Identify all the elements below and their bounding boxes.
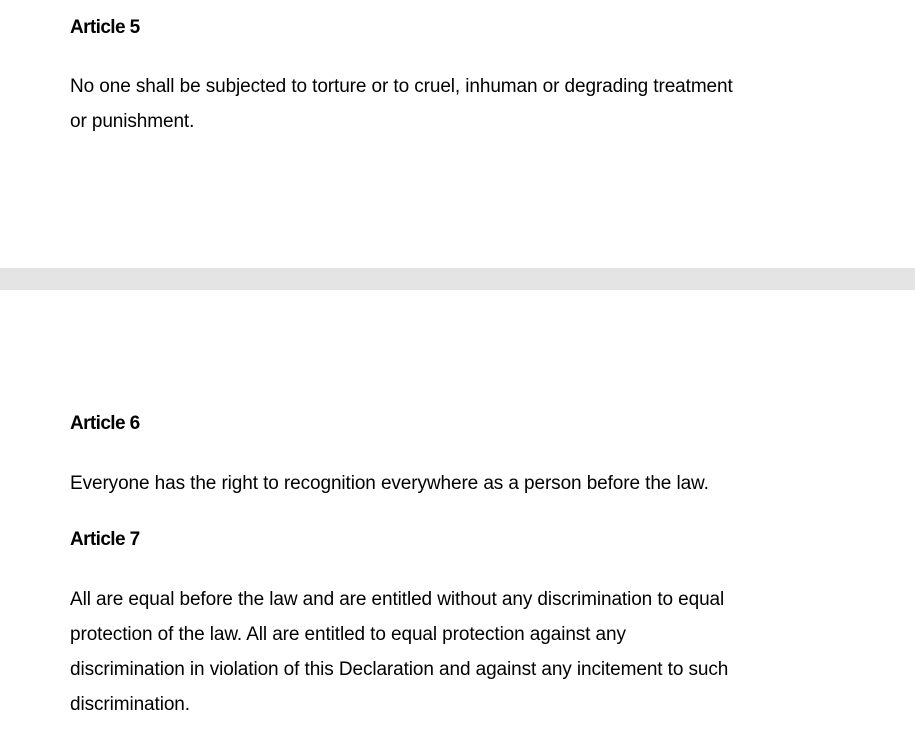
article-7-line: discrimination. (70, 694, 190, 715)
article-5-line: No one shall be subjected to torture or to cruel, inhuman or degrading treatment (70, 76, 733, 97)
page-separator (0, 268, 915, 290)
page-1 (0, 0, 915, 268)
article-6-heading: Article 6 (70, 413, 140, 434)
article-7-line: protection of the law. All are entitled to equal protection against any (70, 624, 626, 645)
article-6-line: Everyone has the right to recognition everywhere as a person before the law. (70, 473, 709, 494)
article-5-text (70, 69, 790, 139)
article-7-heading: Article 7 (70, 529, 140, 550)
article-7-line: discrimination in violation of this Declaration and against any incitement to such (70, 659, 729, 680)
article-7-line: All are equal before the law and are entitled without any discrimination to equal (70, 589, 725, 610)
page-2 (0, 290, 915, 732)
article-5-heading: Article 5 (70, 17, 140, 38)
article-5-line: or punishment. (70, 111, 195, 132)
article-7-text (70, 582, 790, 722)
article-6-text (70, 466, 790, 501)
